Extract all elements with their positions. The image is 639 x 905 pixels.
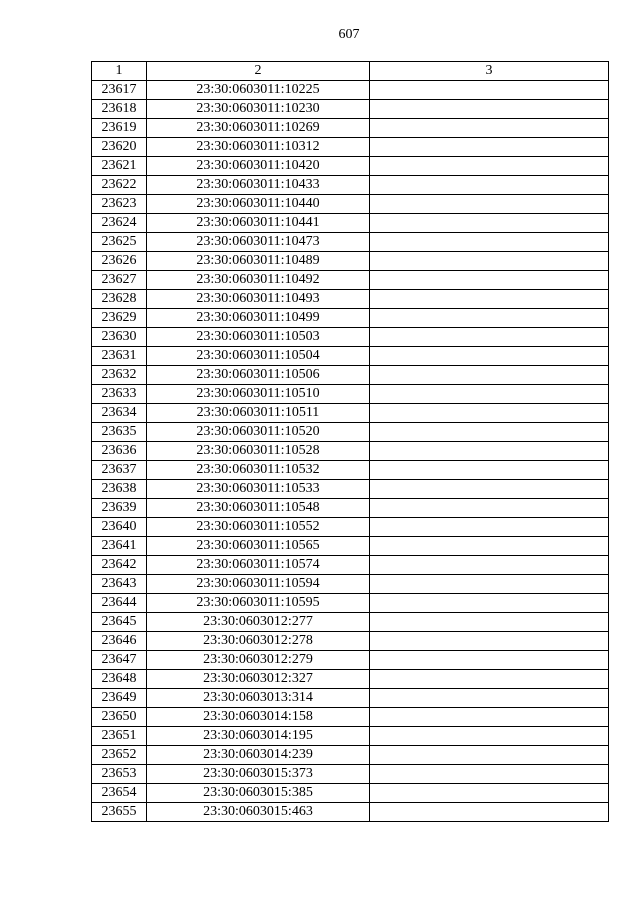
row-number-cell: 23637 — [92, 461, 147, 480]
note-cell — [370, 366, 609, 385]
table-body — [92, 81, 609, 822]
note-cell — [370, 670, 609, 689]
cadastral-number-cell: 23:30:0603011:10230 — [147, 100, 370, 119]
row-number-cell: 23655 — [92, 803, 147, 822]
table-row — [92, 347, 609, 366]
note-cell — [370, 157, 609, 176]
table-row — [92, 404, 609, 423]
note-cell — [370, 347, 609, 366]
table-row — [92, 290, 609, 309]
note-cell — [370, 575, 609, 594]
row-number-cell: 23626 — [92, 252, 147, 271]
cadastral-number-cell: 23:30:0603011:10433 — [147, 176, 370, 195]
table-row — [92, 157, 609, 176]
cadastral-number-cell: 23:30:0603011:10420 — [147, 157, 370, 176]
table-row — [92, 784, 609, 803]
row-number-cell: 23652 — [92, 746, 147, 765]
cadastral-number-cell: 23:30:0603011:10269 — [147, 119, 370, 138]
cadastral-number-cell: 23:30:0603011:10574 — [147, 556, 370, 575]
cadastral-number-cell: 23:30:0603011:10493 — [147, 290, 370, 309]
row-number-cell: 23636 — [92, 442, 147, 461]
note-cell — [370, 461, 609, 480]
note-cell — [370, 214, 609, 233]
table-row — [92, 499, 609, 518]
table-row — [92, 803, 609, 822]
cadastral-number-cell: 23:30:0603015:373 — [147, 765, 370, 784]
cadastral-number-cell: 23:30:0603011:10594 — [147, 575, 370, 594]
row-number-cell: 23624 — [92, 214, 147, 233]
row-number-cell: 23627 — [92, 271, 147, 290]
row-number-cell: 23639 — [92, 499, 147, 518]
cadastral-number-cell: 23:30:0603011:10473 — [147, 233, 370, 252]
table-row — [92, 195, 609, 214]
cadastral-number-cell: 23:30:0603011:10440 — [147, 195, 370, 214]
cadastral-number-cell: 23:30:0603011:10492 — [147, 271, 370, 290]
table-row — [92, 423, 609, 442]
cadastral-number-cell: 23:30:0603011:10510 — [147, 385, 370, 404]
note-cell — [370, 803, 609, 822]
note-cell — [370, 290, 609, 309]
cadastral-number-cell: 23:30:0603012:279 — [147, 651, 370, 670]
note-cell — [370, 613, 609, 632]
row-number-cell: 23623 — [92, 195, 147, 214]
row-number-cell: 23619 — [92, 119, 147, 138]
row-number-cell: 23640 — [92, 518, 147, 537]
cadastral-number-cell: 23:30:0603015:463 — [147, 803, 370, 822]
table-row — [92, 233, 609, 252]
row-number-cell: 23633 — [92, 385, 147, 404]
cadastral-number-cell: 23:30:0603011:10489 — [147, 252, 370, 271]
note-cell — [370, 442, 609, 461]
note-cell — [370, 727, 609, 746]
cadastral-number-cell: 23:30:0603012:278 — [147, 632, 370, 651]
cadastral-number-cell: 23:30:0603011:10532 — [147, 461, 370, 480]
cadastral-number-cell: 23:30:0603011:10511 — [147, 404, 370, 423]
note-cell — [370, 499, 609, 518]
note-cell — [370, 195, 609, 214]
row-number-cell: 23651 — [92, 727, 147, 746]
table-row — [92, 594, 609, 613]
row-number-cell: 23625 — [92, 233, 147, 252]
row-number-cell: 23641 — [92, 537, 147, 556]
table-row — [92, 309, 609, 328]
table-row — [92, 613, 609, 632]
column-header-2: 2 — [147, 62, 370, 81]
table-row — [92, 461, 609, 480]
table-row — [92, 727, 609, 746]
note-cell — [370, 480, 609, 499]
note-cell — [370, 233, 609, 252]
row-number-cell: 23620 — [92, 138, 147, 157]
table-row — [92, 632, 609, 651]
row-number-cell: 23621 — [92, 157, 147, 176]
note-cell — [370, 404, 609, 423]
row-number-cell: 23653 — [92, 765, 147, 784]
note-cell — [370, 537, 609, 556]
table-row — [92, 442, 609, 461]
row-number-cell: 23654 — [92, 784, 147, 803]
note-cell — [370, 423, 609, 442]
row-number-cell: 23648 — [92, 670, 147, 689]
row-number-cell: 23628 — [92, 290, 147, 309]
note-cell — [370, 689, 609, 708]
cadastral-number-cell: 23:30:0603015:385 — [147, 784, 370, 803]
cadastral-number-cell: 23:30:0603011:10504 — [147, 347, 370, 366]
cadastral-number-cell: 23:30:0603011:10548 — [147, 499, 370, 518]
row-number-cell: 23618 — [92, 100, 147, 119]
note-cell — [370, 271, 609, 290]
note-cell — [370, 81, 609, 100]
note-cell — [370, 252, 609, 271]
table-row — [92, 138, 609, 157]
row-number-cell: 23632 — [92, 366, 147, 385]
note-cell — [370, 765, 609, 784]
table-row — [92, 176, 609, 195]
note-cell — [370, 385, 609, 404]
cadastral-number-cell: 23:30:0603011:10533 — [147, 480, 370, 499]
cadastral-number-cell: 23:30:0603012:277 — [147, 613, 370, 632]
note-cell — [370, 328, 609, 347]
cadastral-number-cell: 23:30:0603011:10225 — [147, 81, 370, 100]
row-number-cell: 23646 — [92, 632, 147, 651]
cadastral-number-cell: 23:30:0603011:10565 — [147, 537, 370, 556]
note-cell — [370, 119, 609, 138]
row-number-cell: 23638 — [92, 480, 147, 499]
table-row — [92, 765, 609, 784]
row-number-cell: 23642 — [92, 556, 147, 575]
table-row — [92, 689, 609, 708]
page-number: 607 — [338, 27, 360, 42]
table-row — [92, 537, 609, 556]
table-row — [92, 651, 609, 670]
table-row — [92, 575, 609, 594]
note-cell — [370, 556, 609, 575]
cadastral-number-cell: 23:30:0603011:10528 — [147, 442, 370, 461]
cadastral-number-cell: 23:30:0603011:10312 — [147, 138, 370, 157]
column-header-1: 1 — [92, 62, 147, 81]
table-row — [92, 480, 609, 499]
cadastral-number-cell: 23:30:0603013:314 — [147, 689, 370, 708]
note-cell — [370, 708, 609, 727]
row-number-cell: 23617 — [92, 81, 147, 100]
table-row — [92, 746, 609, 765]
note-cell — [370, 309, 609, 328]
row-number-cell: 23629 — [92, 309, 147, 328]
note-cell — [370, 176, 609, 195]
table-row — [92, 214, 609, 233]
table-row — [92, 81, 609, 100]
table-row — [92, 556, 609, 575]
row-number-cell: 23650 — [92, 708, 147, 727]
row-number-cell: 23644 — [92, 594, 147, 613]
row-number-cell: 23630 — [92, 328, 147, 347]
note-cell — [370, 784, 609, 803]
cadastral-number-cell: 23:30:0603014:158 — [147, 708, 370, 727]
cadastral-number-cell: 23:30:0603011:10499 — [147, 309, 370, 328]
column-header-3: 3 — [370, 62, 609, 81]
note-cell — [370, 632, 609, 651]
row-number-cell: 23634 — [92, 404, 147, 423]
note-cell — [370, 100, 609, 119]
cadastral-number-cell: 23:30:0603011:10552 — [147, 518, 370, 537]
table-row — [92, 271, 609, 290]
note-cell — [370, 594, 609, 613]
cadastral-number-cell: 23:30:0603011:10506 — [147, 366, 370, 385]
table-row — [92, 385, 609, 404]
row-number-cell: 23622 — [92, 176, 147, 195]
cadastral-number-cell: 23:30:0603014:195 — [147, 727, 370, 746]
table-row — [92, 119, 609, 138]
note-cell — [370, 651, 609, 670]
table-row — [92, 708, 609, 727]
table-row — [92, 100, 609, 119]
table-row — [92, 518, 609, 537]
table-row — [92, 366, 609, 385]
data-table — [91, 61, 609, 822]
row-number-cell: 23645 — [92, 613, 147, 632]
note-cell — [370, 746, 609, 765]
table-row — [92, 670, 609, 689]
cadastral-number-cell: 23:30:0603011:10503 — [147, 328, 370, 347]
cadastral-number-cell: 23:30:0603014:239 — [147, 746, 370, 765]
row-number-cell: 23631 — [92, 347, 147, 366]
note-cell — [370, 138, 609, 157]
cadastral-number-cell: 23:30:0603011:10520 — [147, 423, 370, 442]
cadastral-number-cell: 23:30:0603012:327 — [147, 670, 370, 689]
note-cell — [370, 518, 609, 537]
table-header-row — [92, 62, 609, 81]
row-number-cell: 23643 — [92, 575, 147, 594]
row-number-cell: 23635 — [92, 423, 147, 442]
row-number-cell: 23649 — [92, 689, 147, 708]
table-row — [92, 328, 609, 347]
cadastral-number-cell: 23:30:0603011:10595 — [147, 594, 370, 613]
cadastral-number-cell: 23:30:0603011:10441 — [147, 214, 370, 233]
table-row — [92, 252, 609, 271]
row-number-cell: 23647 — [92, 651, 147, 670]
